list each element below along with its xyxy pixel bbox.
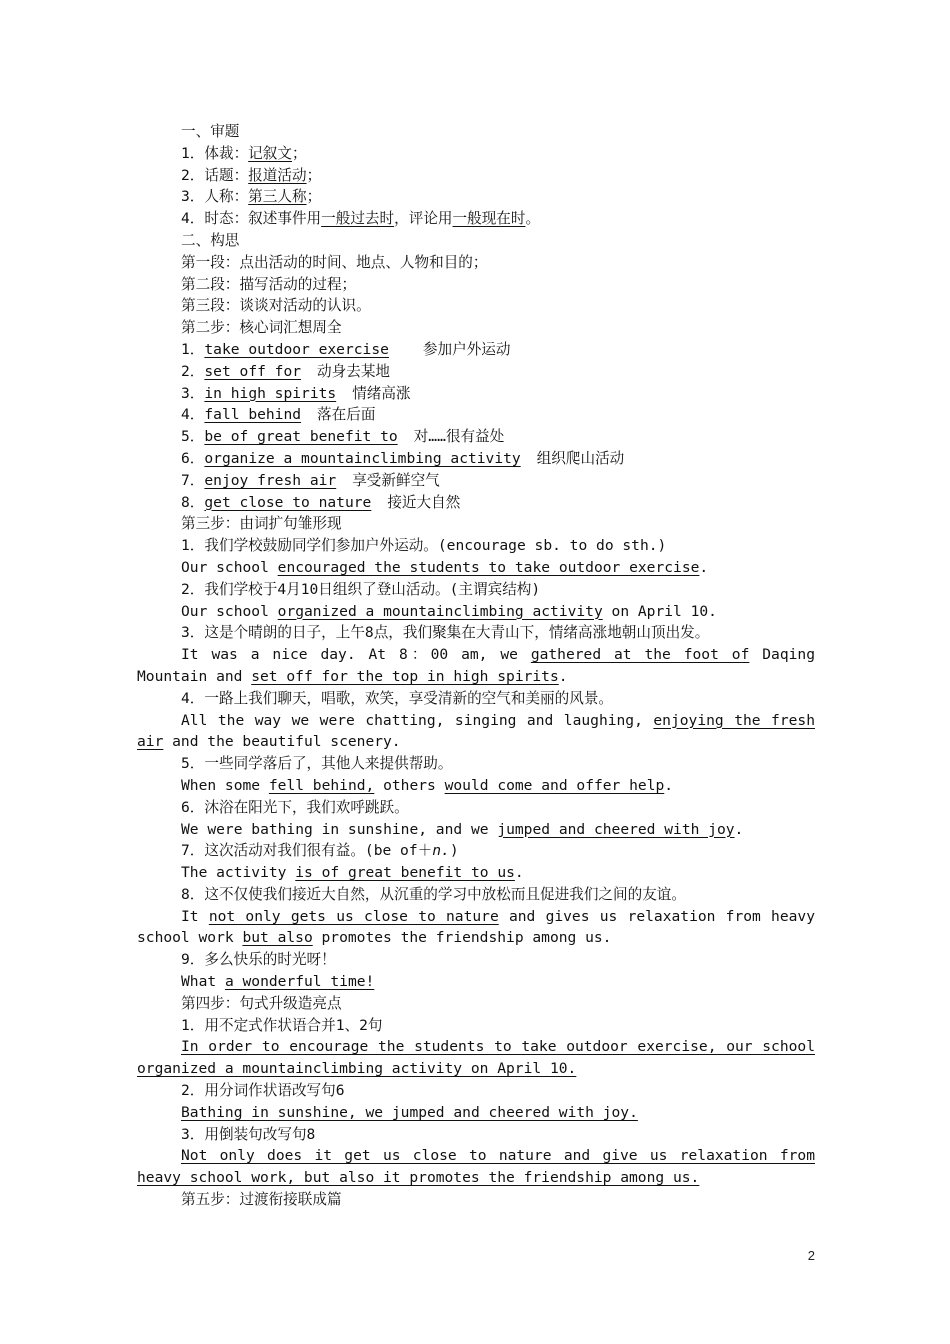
answer-en: We were bathing in sunshine, and we jumped and cheered with joy. [181,820,744,838]
prompt-zh: 3．这是个晴朗的日子，上午8点，我们聚集在大青山下，情绪高涨地朝山顶出发。 [181,624,710,642]
rewrite-answer: In order to encourage the students to take outdoor exercise, our school organized a mountainclimbing activity on April 10. [137,1038,815,1078]
vocab-item: 3．in high spirits 情绪高涨 [181,384,411,402]
prompt-zh: 4．一路上我们聊天，唱歌，欢笑，享受清新的空气和美丽的风景。 [181,689,614,707]
tense-line: 4．时态：叙述事件用一般过去时，评论用一般现在时。 [181,210,541,228]
rewrite-instruction: 3．用倒装句改写句8 [181,1125,316,1143]
step-heading: 第五步：过渡衔接联成篇 [181,1191,342,1209]
document-body [137,121,815,1211]
vocab-item: 7．enjoy fresh air 享受新鲜空气 [181,471,440,489]
answer-en: The activity is of great benefit to us. [181,864,524,882]
prompt-zh: 2．我们学校于4月10日组织了登山活动。(主谓宾结构) [181,580,541,598]
step-heading: 第三步：由词扩句雏形现 [181,515,342,533]
rewrite-answer: Bathing in sunshine, we jumped and cheered with joy. [181,1103,638,1121]
answer-en: It was a nice day. At 8：00 am, we gathered at the foot of Daqing Mountain and set off for the top in high spirits. [137,646,815,685]
section-heading: 一、审题 [181,123,240,140]
vocab-item: 2．set off for 动身去某地 [181,362,391,380]
rewrite-instruction: 1．用不定式作状语合并1、2句 [181,1016,383,1034]
step-heading: 第四步：句式升级造亮点 [181,994,342,1012]
prompt-zh: 1．我们学校鼓励同学们参加户外运动。(encourage sb. to do sth.) [181,537,667,555]
answer-en: What a wonderful time! [181,973,375,991]
prompt-zh: 8．这不仅使我们接近大自然，从沉重的学习中放松而且促进我们之间的友谊。 [181,885,686,903]
vocab-item: 5．be of great benefit to 对……很有益处 [181,428,505,446]
outline-paragraph-3: 第三段：谈谈对活动的认识。 [181,297,371,315]
rewrite-instruction: 2．用分词作状语改写句6 [181,1082,345,1100]
prompt-zh: 7．这次活动对我们很有益。(be of＋n.) [181,842,459,860]
page-number: 2 [807,1248,815,1263]
person-line: 3．人称：第三人称； [181,188,322,206]
answer-en: All the way we were chatting, singing and laughing, enjoying the fresh air and the beautiful scenery. [137,711,815,751]
answer-en: When some fell behind, others would come and offer help. [181,776,674,794]
section-heading: 二、构思 [181,231,240,249]
step-heading: 第二步：核心词汇想周全 [181,319,342,337]
vocab-item: 6．organize a mountainclimbing activity 组织爬山活动 [181,449,625,467]
answer-en: Our school organized a mountainclimbing activity on April 10. [181,602,717,620]
outline-paragraph-1: 第一段：点出活动的时间、地点、人物和目的； [181,253,488,271]
vocab-item: 8．get close to nature 接近大自然 [181,493,461,511]
answer-en: Our school encouraged the students to take outdoor exercise. [181,558,709,576]
answer-en: It not only gets us close to nature and gives us relaxation from heavy school work but also promotes the friendship among us. [137,907,815,947]
outline-paragraph-2: 第二段：描写活动的过程； [181,275,357,293]
topic-line: 2．话题：报道活动； [181,166,322,184]
prompt-zh: 5．一些同学落后了，其他人来提供帮助。 [181,755,453,773]
vocab-item: 4．fall behind 落在后面 [181,406,376,424]
prompt-zh: 9．多么快乐的时光呀！ [181,951,336,969]
genre-line: 1．体裁：记叙文； [181,144,307,162]
rewrite-answer: Not only does it get us close to nature and give us relaxation from heavy school work, but also it promotes the friendship among us. [137,1147,815,1187]
vocab-item: 1．take outdoor exercise 参加户外运动 [181,340,511,358]
prompt-zh: 6．沐浴在阳光下，我们欢呼跳跃。 [181,798,409,816]
